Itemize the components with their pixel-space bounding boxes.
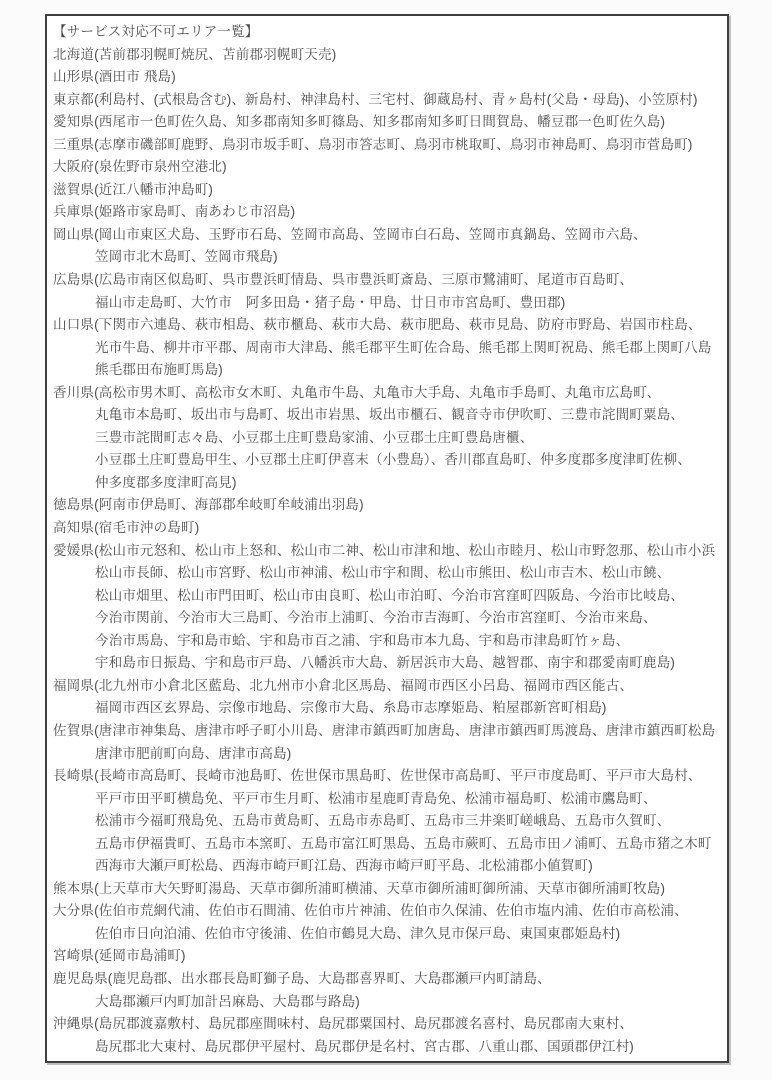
area-line: 光市牛島、柳井市平郡、周南市大津島、熊毛郡平生町佐合島、熊毛郡上関町祝島、熊毛郡上関町八島 (95, 339, 712, 355)
area-line: 長崎県(長崎市高島町、長崎市池島町、佐世保市黒島町、佐世保市高島町、平戸市度島町、平戸市大島村、 (53, 768, 702, 784)
area-line: 徳島県(阿南市伊島町、海部郡牟岐町牟岐浦出羽島) (53, 497, 364, 513)
area-line: 西海市大瀬戸町松島、西海市崎戸町江島、西海市崎戸町平島、北松浦郡小値賀町) (95, 858, 593, 874)
area-line: 今治市関前、今治市大三島町、今治市上浦町、今治市吉海町、今治市宮窪町、今治市来島、 (95, 610, 657, 626)
area-line: 愛知県(西尾市一色町佐久島、知多郡南知多町篠島、知多郡南知多町日間賀島、幡豆郡一色町佐久島) (53, 114, 666, 130)
area-line: 大分県(佐伯市荒網代浦、佐伯市石間浦、佐伯市片神浦、佐伯市久保浦、佐伯市塩内浦、佐伯市高松浦、 (53, 903, 688, 919)
area-line: 福岡県(北九州市小倉北区藍島、北九州市小倉北区馬島、福岡市西区小呂島、福岡市西区能古、 (53, 677, 634, 693)
area-line: 大島郡瀬戸内町加計呂麻島、大島郡与路島) (95, 993, 360, 1009)
area-line: 島尻郡北大東村、島尻郡伊平屋村、島尻郡伊是名村、宮古郡、八重山郡、国頭郡伊江村) (95, 1038, 634, 1054)
area-line: 丸亀市本島町、坂出市与島町、坂出市岩黒、坂出市櫃石、観音寺市伊吹町、三豊市詫間町粟島、 (95, 407, 685, 423)
area-line: 大阪府(泉佐野市泉州空港北) (53, 159, 227, 175)
area-line: 今治市馬島、宇和島市蛤、宇和島市百之浦、宇和島市本九島、宇和島市津島町竹ヶ島、 (95, 632, 630, 648)
area-line: 愛媛県(松山市元怒和、松山市上怒和、松山市二神、松山市津和地、松山市睦月、松山市野忽那、松山市小浜 (53, 542, 716, 558)
area-line: 滋賀県(近江八幡市沖島町) (53, 181, 214, 197)
area-line: 岡山県(岡山市東区犬島、玉野市石島、笠岡市高島、笠岡市白石島、笠岡市真鍋島、笠岡市六島、 (53, 226, 647, 242)
area-line: 熊本県(上天草市大矢野町湯島、天草市御所浦町横浦、天草市御所浦町御所浦、天草市御所浦町牧島) (53, 880, 666, 896)
area-line: 五島市伊福貴町、五島市本窯町、五島市富江町黒島、五島市蕨町、五島市田ノ浦町、五島市猪之木町 (95, 835, 712, 851)
area-line: 宇和島市日振島、宇和島市戸島、八幡浜市大島、新居浜市大島、越智郡、南宇和郡愛南町鹿島) (95, 655, 676, 671)
area-line: 三豊市詫間町志々島、小豆郡土庄町豊島家浦、小豆郡土庄町豊島唐櫃、 (95, 429, 534, 445)
area-line: 鹿児島県(鹿児島郡、出水郡長島町獅子島、大島郡喜界町、大島郡瀬戸内町請島、 (53, 970, 551, 986)
area-line: 東京都(利島村、(式根島含む)、新島村、神津島村、三宅村、御蔵島村、青ヶ島村(父島・母島)、小笠原村) (53, 91, 698, 107)
area-line: 福岡市西区玄界島、宗像市地島、宗像市大島、糸島市志摩姫島、粕屋郡新宮町相島) (95, 700, 607, 716)
area-line: 高知県(宿毛市沖の島町) (53, 520, 200, 536)
area-line: 香川県(高松市男木町、高松市女木町、丸亀市牛島、丸亀市大手島、丸亀市手島町、丸亀市広島町、 (53, 384, 661, 400)
document-title: 【サービス対応不可エリア一覧】 (53, 24, 259, 39)
area-line: 唐津市肥前町向島、唐津市高島) (95, 745, 292, 761)
area-line: 佐賀県(唐津市神集島、唐津市呼子町小川島、唐津市鎮西町加唐島、唐津市鎮西町馬渡島、唐津市鎮西町松島 (53, 722, 716, 738)
area-line: 小豆郡土庄町豊島甲生、小豆郡土庄町伊喜末（小豊島）、香川郡直島町、仲多度郡多度津町佐柳、 (95, 452, 692, 468)
area-line: 山口県(下関市六連島、萩市相島、萩市櫃島、萩市大島、萩市肥島、萩市見島、防府市野島、岩国市柱島、 (53, 317, 702, 333)
area-line: 北海道(苫前郡羽幌町焼尻、苫前郡羽幌町天売) (53, 46, 337, 62)
area-line: 沖縄県(島尻郡渡嘉敷村、島尻郡座間味村、島尻郡粟国村、島尻郡渡名喜村、島尻郡南大東村、 (53, 1016, 634, 1032)
area-line: 三重県(志摩市磯部町鹿野、鳥羽市坂手町、鳥羽市答志町、鳥羽市桃取町、鳥羽市神島町、鳥羽市菅島町) (53, 136, 693, 152)
area-line: 仲多度郡多度津町高見) (95, 474, 237, 490)
area-line: 佐伯市日向泊浦、佐伯市守後浦、佐伯市鶴見大島、津久見市保戸島、東国東郡姫島村) (95, 925, 621, 941)
area-list (53, 44, 721, 1059)
area-line: 福山市走島町、大竹市 阿多田島・猪子島・甲島、廿日市市宮島町、豊田郡) (95, 294, 566, 310)
service-unavailable-area-document (45, 14, 729, 1063)
area-line: 松浦市今福町飛島免、五島市黄島町、五島市赤島町、五島市三井楽町嵯峨島、五島市久賀町、 (95, 813, 671, 829)
area-line: 広島県(広島市南区似島町、呉市豊浜町情島、呉市豊浜町斎島、三原市鷺浦町、尾道市百島町、 (53, 272, 634, 288)
area-line: 平戸市田平町横島免、平戸市生月町、松浦市星鹿町青島免、松浦市福島町、松浦市鷹島町、 (95, 790, 657, 806)
area-line: 宮崎県(延岡市島浦町) (53, 948, 186, 964)
area-line: 山形県(酒田市 飛島) (53, 69, 176, 85)
area-line: 笠岡市北木島町、笠岡市飛島) (95, 249, 278, 265)
area-line: 熊毛郡田布施町馬島) (95, 362, 223, 378)
area-line: 松山市畑里、松山市門田町、松山市由良町、松山市泊町、今治市宮窪町四阪島、今治市比岐島、 (95, 587, 685, 603)
area-line: 松山市長師、松山市宮野、松山市神浦、松山市宇和間、松山市熊田、松山市吉木、松山市饒、 (95, 565, 671, 581)
area-line: 兵庫県(姫路市家島町、南あわじ市沼島) (53, 204, 296, 220)
